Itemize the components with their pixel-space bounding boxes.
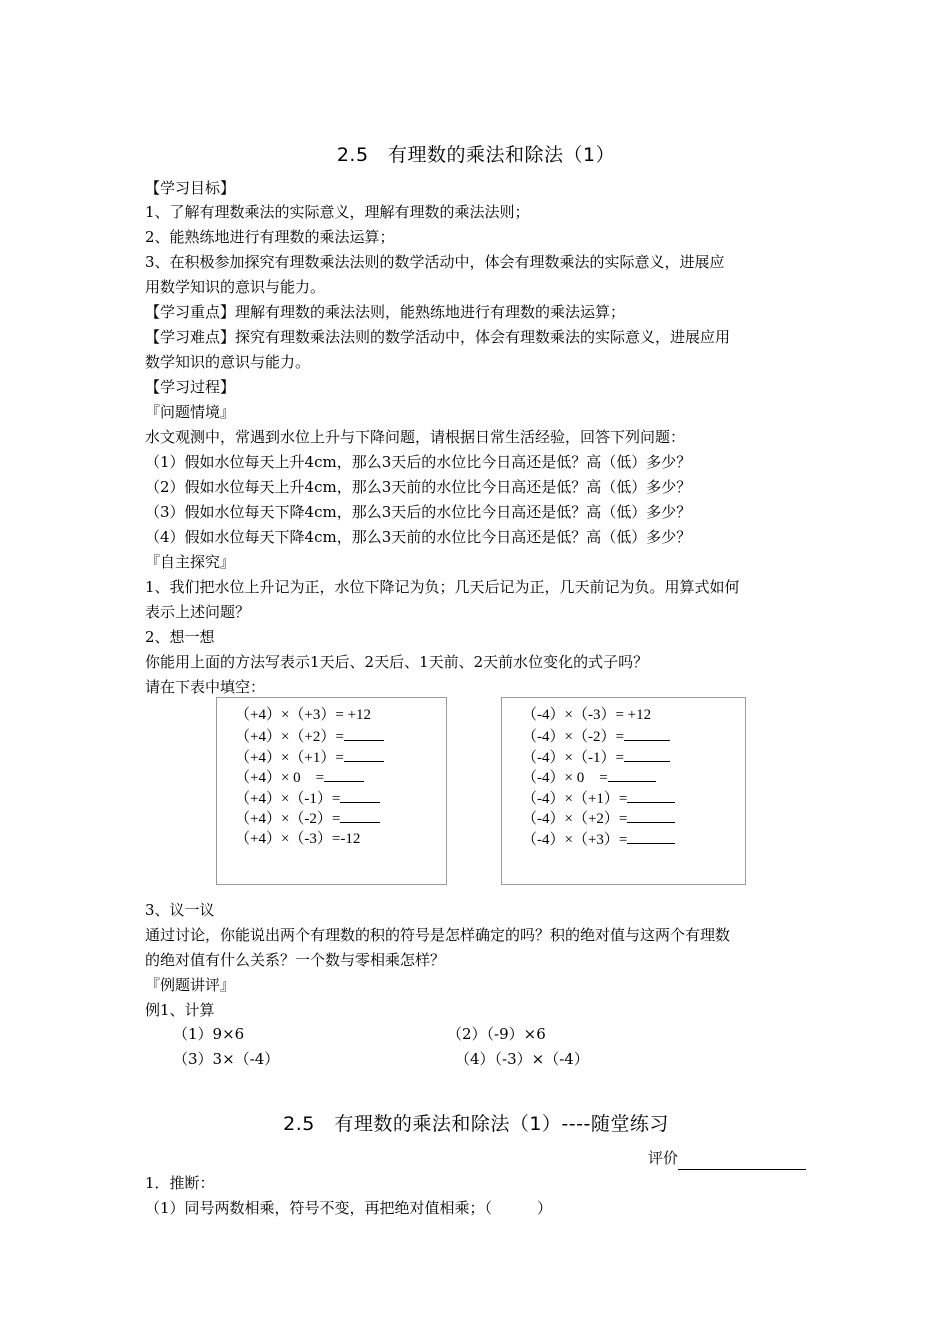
answer-blank[interactable]	[344, 747, 384, 762]
grade-label: 评价	[648, 1149, 679, 1167]
table-right-row-1	[522, 705, 651, 725]
subsection-situation: 『问题情境』	[145, 403, 236, 421]
difficulty: 【学习难点】探究有理数乘法法则的数学活动中，体会有理数乘法的实际意义，进展应用	[145, 328, 731, 346]
section-heading-process: 【学习过程】	[145, 378, 236, 396]
explore-item-1: 1、我们把水位上升记为正，水位下降记为负；几天后记为正，几天前记为负。用算式如何	[145, 578, 740, 596]
difficulty-cont: 数学知识的意识与能力。	[145, 353, 311, 371]
goal-item-2: 2、能熟练地进行有理数的乘法运算；	[145, 228, 395, 246]
practice-item-1-heading: 1．推断：	[145, 1174, 215, 1192]
table-right-expr-5: （-4）×（+1）=	[522, 791, 628, 807]
table-left-expr-3: （+4）×（+1）=	[235, 750, 344, 766]
situation-intro: 水文观测中，常遇到水位上升与下降问题，请根据日常生活经验，回答下列问题：	[145, 428, 686, 446]
explore-item-1-cont: 表示上述问题？	[145, 603, 251, 621]
question-1: （1）假如水位每天上升4cm，那么3天后的水位比今日高还是低？高（低）多少？	[145, 453, 692, 471]
section-heading-goals: 【学习目标】	[145, 179, 236, 197]
answer-blank[interactable]	[608, 767, 656, 782]
table-left-row-3	[235, 747, 384, 768]
table-right-row-5	[522, 788, 675, 809]
example-item-3: （3）3×（-4）	[173, 1050, 280, 1068]
example-item-4: （4）（-3）×（-4）	[455, 1050, 589, 1068]
goal-item-1: 1、了解有理数乘法的实际意义，理解有理数的乘法法则；	[145, 203, 530, 221]
answer-blank[interactable]	[340, 788, 380, 803]
question-3: （3）假如水位每天下降4cm，那么3天后的水位比今日高还是低？高（低）多少？	[145, 503, 692, 521]
table-right-expr-7: （-4）×（+3）=	[522, 832, 628, 848]
answer-blank[interactable]	[340, 808, 380, 823]
table-left-row-4	[235, 767, 364, 788]
example-1-heading: 例1、计算	[145, 1001, 215, 1019]
table-left-expr-6: （+4）×（-2）=	[235, 811, 341, 827]
example-item-2: （2）（-9）×6	[447, 1025, 546, 1043]
table-right-row-3	[522, 747, 670, 768]
table-right-row-4	[522, 767, 656, 788]
table-left-expr-7: （+4）×（-3）=-12	[235, 831, 361, 847]
table-right-row-6	[522, 808, 675, 829]
question-2: （2）假如水位每天上升4cm，那么3天前的水位比今日高还是低？高（低）多少？	[145, 478, 692, 496]
grade-input-line[interactable]	[678, 1151, 806, 1170]
subsection-explore: 『自主探究』	[145, 553, 236, 571]
answer-blank[interactable]	[627, 829, 675, 844]
discuss-text: 通过讨论，你能说出两个有理数的积的符号是怎样确定的吗？积的绝对值与这两个有理数	[145, 926, 731, 944]
page-title: 2.5 有理数的乘法和除法（1）	[336, 144, 616, 166]
discuss-heading: 3、议一议	[145, 901, 215, 919]
answer-blank[interactable]	[627, 788, 675, 803]
example-item-1: （1）9×6	[173, 1025, 245, 1043]
answer-blank[interactable]	[344, 726, 384, 741]
table-negative-four	[501, 697, 746, 885]
table-left-row-1	[235, 705, 371, 725]
practice-title: 2.5 有理数的乘法和除法（1）----随堂练习	[283, 1113, 669, 1135]
table-right-expr-4: （-4）× 0 =	[522, 770, 608, 786]
fill-table-instruction: 请在下表中填空：	[145, 678, 266, 696]
table-left-row-6	[235, 808, 380, 829]
table-left-row-2	[235, 726, 384, 747]
table-left-expr-5: （+4）×（-1）=	[235, 791, 341, 807]
question-4: （4）假如水位每天下降4cm，那么3天前的水位比今日高还是低？高（低）多少？	[145, 528, 692, 546]
answer-blank[interactable]	[624, 726, 670, 741]
goal-item-3: 3、在积极参加探究有理数乘法法则的数学活动中，体会有理数乘法的实际意义，进展应	[145, 253, 725, 271]
explore-item-2: 2、想一想	[145, 628, 215, 646]
table-right-expr-2: （-4）×（-2）=	[522, 729, 624, 745]
grade-field	[648, 1146, 806, 1170]
subsection-examples: 『例题讲评』	[145, 976, 236, 994]
table-right-row-7	[522, 829, 675, 850]
table-left-expr-4: （+4）× 0 =	[235, 770, 325, 786]
table-left-row-5	[235, 788, 380, 809]
table-left-expr-1: （+4）×（+3）= +12	[235, 707, 372, 723]
discuss-text-cont: 的绝对值有什么关系？一个数与零相乘怎样？	[145, 951, 446, 969]
answer-blank[interactable]	[627, 808, 675, 823]
explore-item-2-text: 你能用上面的方法写表示1天后、2天后、1天前、2天前水位变化的式子吗？	[145, 653, 649, 671]
table-right-expr-3: （-4）×（-1）=	[522, 750, 624, 766]
key-point: 【学习重点】理解有理数的乘法法则，能熟练地进行有理数的乘法运算；	[145, 303, 626, 321]
table-right-expr-1: （-4）×（-3）= +12	[522, 707, 652, 723]
goal-item-3-cont: 用数学知识的意识与能力。	[145, 278, 326, 296]
answer-blank[interactable]	[324, 767, 364, 782]
table-positive-four	[216, 697, 447, 885]
table-right-row-2	[522, 726, 670, 747]
table-left-row-7	[235, 829, 360, 849]
table-left-expr-2: （+4）×（+2）=	[235, 729, 344, 745]
practice-item-1-question: （1）同号两数相乘，符号不变，再把绝对值相乘；（ ）	[145, 1199, 553, 1217]
table-right-expr-6: （-4）×（+2）=	[522, 811, 628, 827]
answer-blank[interactable]	[624, 747, 670, 762]
